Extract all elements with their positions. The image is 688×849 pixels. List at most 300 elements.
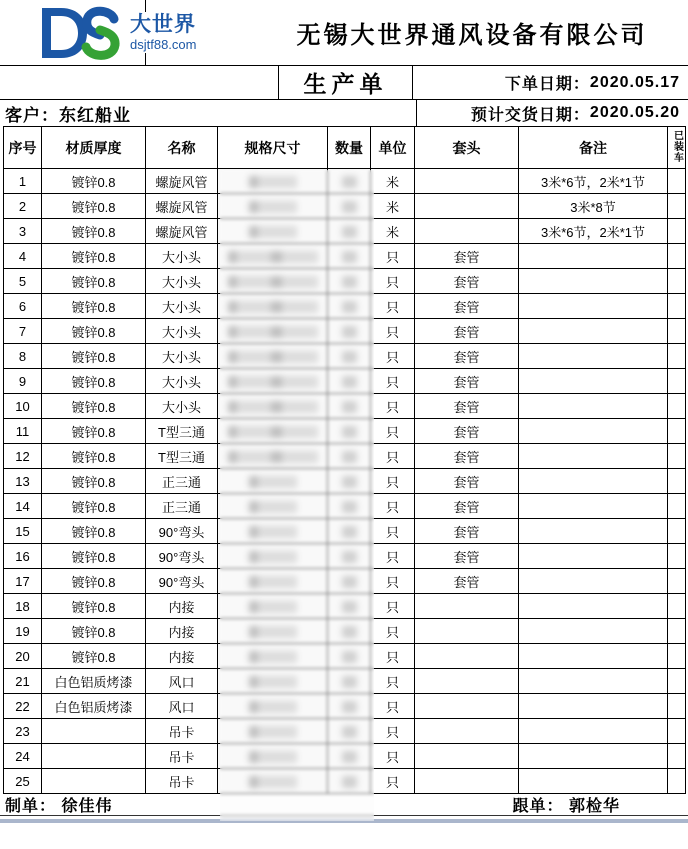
cell-serial-no: 10: [4, 394, 42, 419]
doc-title: 生产单: [278, 66, 412, 99]
cell-loaded: [668, 319, 686, 344]
table-row: [4, 194, 686, 219]
redacted-spec-blob: [249, 501, 297, 513]
redacted-spec-blob: [228, 326, 318, 338]
cell-remark: [519, 569, 668, 594]
cell-serial-no: 7: [4, 319, 42, 344]
cell-serial-no: 6: [4, 294, 42, 319]
maker-cell: [5, 793, 112, 816]
order-date-value: 2020.05.17: [589, 73, 680, 91]
redacted-spec-blob: [249, 551, 297, 563]
cell-sleeve: [415, 619, 519, 644]
cell-loaded: [668, 719, 686, 744]
cell-remark: [519, 719, 668, 744]
cell-serial-no: 18: [4, 594, 42, 619]
cell-material: 镀锌0.8: [42, 319, 146, 344]
cell-qty-redacted: [328, 769, 371, 794]
cell-item-name: 大小头: [146, 319, 218, 344]
cell-qty-redacted: [328, 319, 371, 344]
redacted-qty-blob: [342, 626, 357, 638]
cell-remark: [519, 319, 668, 344]
cell-qty-redacted: [328, 269, 371, 294]
delivery-date-value: 2020.05.20: [589, 104, 680, 121]
cell-unit: 只: [371, 569, 415, 594]
cell-item-name: 90°弯头: [146, 519, 218, 544]
cell-item-name: T型三通: [146, 419, 218, 444]
cell-item-name: 吊卡: [146, 769, 218, 794]
customer-cell: [0, 100, 416, 126]
cell-item-name: 风口: [146, 669, 218, 694]
customer-label: 客户：: [5, 105, 59, 125]
cell-unit: 只: [371, 669, 415, 694]
cell-material: 镀锌0.8: [42, 344, 146, 369]
cell-sleeve: 套管: [415, 344, 519, 369]
redacted-qty-blob: [342, 251, 357, 263]
order-table: [3, 126, 686, 794]
cell-qty-redacted: [328, 169, 371, 194]
redacted-qty-blob: [342, 726, 357, 738]
order-date-cell: [412, 66, 688, 99]
cell-spec-redacted: [218, 419, 328, 444]
cell-unit: 只: [371, 619, 415, 644]
cell-spec-redacted: [218, 194, 328, 219]
cell-item-name: 内接: [146, 644, 218, 669]
cell-item-name: 大小头: [146, 244, 218, 269]
cell-serial-no: 14: [4, 494, 42, 519]
cell-spec-redacted: [218, 394, 328, 419]
cell-remark: 3米*6节，2米*1节: [519, 169, 668, 194]
cell-unit: 只: [371, 469, 415, 494]
cell-unit: 只: [371, 744, 415, 769]
cell-sleeve: [415, 594, 519, 619]
cell-item-name: 风口: [146, 694, 218, 719]
cell-remark: [519, 619, 668, 644]
cell-item-name: 螺旋风管: [146, 219, 218, 244]
col-header-spec: 规格尺寸: [218, 127, 328, 169]
cell-sleeve: 套管: [415, 444, 519, 469]
cell-remark: [519, 494, 668, 519]
cell-material: 镀锌0.8: [42, 569, 146, 594]
cell-spec-redacted: [218, 244, 328, 269]
cell-serial-no: 15: [4, 519, 42, 544]
redacted-spec-blob: [249, 226, 297, 238]
cell-loaded: [668, 219, 686, 244]
table-header-row: [4, 127, 686, 169]
redacted-qty-blob: [342, 176, 357, 188]
cell-loaded: [668, 194, 686, 219]
cell-material: 镀锌0.8: [42, 619, 146, 644]
cell-qty-redacted: [328, 569, 371, 594]
cell-spec-redacted: [218, 644, 328, 669]
redacted-qty-blob: [342, 776, 357, 788]
cell-spec-redacted: [218, 319, 328, 344]
table-row: [4, 494, 686, 519]
redacted-spec-blob: [228, 351, 318, 363]
cell-spec-redacted: [218, 694, 328, 719]
footer-band: [0, 794, 688, 816]
cell-qty-redacted: [328, 344, 371, 369]
cell-item-name: 正三通: [146, 469, 218, 494]
cell-sleeve: 套管: [415, 369, 519, 394]
redacted-qty-blob: [342, 526, 357, 538]
cell-unit: 只: [371, 344, 415, 369]
cell-item-name: 内接: [146, 594, 218, 619]
cell-qty-redacted: [328, 744, 371, 769]
cell-item-name: 大小头: [146, 344, 218, 369]
cell-loaded: [668, 169, 686, 194]
redacted-spec-blob: [249, 726, 297, 738]
table-row: [4, 544, 686, 569]
cell-serial-no: 25: [4, 769, 42, 794]
redacted-qty-blob: [342, 676, 357, 688]
cell-qty-redacted: [328, 369, 371, 394]
table-row: [4, 619, 686, 644]
cell-remark: [519, 594, 668, 619]
col-header-qty: 数量: [328, 127, 371, 169]
cell-item-name: 大小头: [146, 294, 218, 319]
cell-serial-no: 5: [4, 269, 42, 294]
cell-loaded: [668, 294, 686, 319]
cell-spec-redacted: [218, 769, 328, 794]
redacted-qty-blob: [342, 226, 357, 238]
cell-serial-no: 12: [4, 444, 42, 469]
cell-material: 镀锌0.8: [42, 169, 146, 194]
table-row: [4, 294, 686, 319]
table-row: [4, 569, 686, 594]
cell-material: 镀锌0.8: [42, 519, 146, 544]
cell-sleeve: [415, 744, 519, 769]
redacted-spec-blob: [228, 276, 318, 288]
cell-loaded: [668, 469, 686, 494]
cell-remark: [519, 419, 668, 444]
cell-serial-no: 24: [4, 744, 42, 769]
cell-sleeve: [415, 219, 519, 244]
table-row: [4, 594, 686, 619]
redacted-spec-blob: [228, 301, 318, 313]
cell-item-name: 内接: [146, 619, 218, 644]
cell-material: 镀锌0.8: [42, 494, 146, 519]
redacted-qty-blob: [342, 651, 357, 663]
table-row: [4, 169, 686, 194]
table-row: [4, 444, 686, 469]
cell-qty-redacted: [328, 519, 371, 544]
cell-spec-redacted: [218, 619, 328, 644]
redacted-qty-blob: [342, 401, 357, 413]
cell-sleeve: [415, 644, 519, 669]
cell-material: 镀锌0.8: [42, 294, 146, 319]
order-table-body: [4, 169, 686, 794]
cell-sleeve: [415, 719, 519, 744]
cell-unit: 只: [371, 544, 415, 569]
cell-loaded: [668, 269, 686, 294]
table-row: [4, 344, 686, 369]
cell-spec-redacted: [218, 294, 328, 319]
cell-loaded: [668, 344, 686, 369]
table-row: [4, 319, 686, 344]
redacted-qty-blob: [342, 501, 357, 513]
table-row: [4, 694, 686, 719]
cell-material: 镀锌0.8: [42, 594, 146, 619]
cell-serial-no: 8: [4, 344, 42, 369]
cell-material: 镀锌0.8: [42, 369, 146, 394]
cell-remark: [519, 244, 668, 269]
cell-sleeve: 套管: [415, 294, 519, 319]
cell-sleeve: 套管: [415, 544, 519, 569]
header-band: [0, 0, 688, 66]
cell-item-name: 吊卡: [146, 719, 218, 744]
col-header-remark: 备注: [519, 127, 668, 169]
cell-spec-redacted: [218, 744, 328, 769]
cell-unit: 只: [371, 769, 415, 794]
cell-loaded: [668, 594, 686, 619]
cell-qty-redacted: [328, 194, 371, 219]
cell-material: 镀锌0.8: [42, 444, 146, 469]
cell-spec-redacted: [218, 269, 328, 294]
redacted-spec-blob: [249, 576, 297, 588]
redacted-spec-blob: [228, 376, 318, 388]
cell-qty-redacted: [328, 444, 371, 469]
cell-serial-no: 4: [4, 244, 42, 269]
table-row: [4, 744, 686, 769]
cell-unit: 只: [371, 719, 415, 744]
cell-loaded: [668, 394, 686, 419]
cell-loaded: [668, 744, 686, 769]
cell-serial-no: 20: [4, 644, 42, 669]
table-row: [4, 719, 686, 744]
cell-serial-no: 9: [4, 369, 42, 394]
cell-unit: 只: [371, 494, 415, 519]
cell-sleeve: 套管: [415, 569, 519, 594]
cell-spec-redacted: [218, 594, 328, 619]
cell-remark: [519, 544, 668, 569]
cell-sleeve: 套管: [415, 469, 519, 494]
cell-spec-redacted: [218, 719, 328, 744]
cell-unit: 只: [371, 694, 415, 719]
cell-item-name: T型三通: [146, 444, 218, 469]
table-row: [4, 269, 686, 294]
cell-loaded: [668, 644, 686, 669]
title-band-spacer: [0, 66, 278, 99]
redacted-qty-blob: [342, 351, 357, 363]
redacted-spec-blob: [249, 701, 297, 713]
cell-serial-no: 3: [4, 219, 42, 244]
follower-cell: [513, 793, 688, 816]
cell-spec-redacted: [218, 344, 328, 369]
cell-serial-no: 22: [4, 694, 42, 719]
delivery-date-label: 预计交货日期：: [470, 106, 590, 124]
cell-sleeve: 套管: [415, 419, 519, 444]
maker-name: 徐佳伟: [61, 797, 113, 815]
cell-unit: 米: [371, 194, 415, 219]
cell-qty-redacted: [328, 719, 371, 744]
cell-sleeve: [415, 694, 519, 719]
cell-sleeve: 套管: [415, 269, 519, 294]
cell-qty-redacted: [328, 419, 371, 444]
cell-unit: 米: [371, 169, 415, 194]
logo-text-block: [127, 12, 199, 53]
cell-material: [42, 719, 146, 744]
cell-loaded: [668, 494, 686, 519]
col-header-unit: 单位: [371, 127, 415, 169]
table-row: [4, 669, 686, 694]
cell-sleeve: 套管: [415, 319, 519, 344]
cell-item-name: 大小头: [146, 369, 218, 394]
redacted-spec-blob: [228, 451, 318, 463]
table-row: [4, 769, 686, 794]
cell-sleeve: 套管: [415, 494, 519, 519]
cell-qty-redacted: [328, 294, 371, 319]
cell-unit: 只: [371, 419, 415, 444]
cell-item-name: 正三通: [146, 494, 218, 519]
cell-item-name: 大小头: [146, 269, 218, 294]
cell-qty-redacted: [328, 219, 371, 244]
cell-loaded: [668, 569, 686, 594]
customer-name: 东红船业: [59, 105, 131, 125]
redacted-qty-blob: [342, 301, 357, 313]
cell-material: 镀锌0.8: [42, 244, 146, 269]
cell-remark: [519, 669, 668, 694]
cell-remark: [519, 769, 668, 794]
cell-item-name: 吊卡: [146, 744, 218, 769]
table-row: [4, 394, 686, 419]
cell-remark: [519, 444, 668, 469]
cell-material: 镀锌0.8: [42, 469, 146, 494]
redacted-qty-blob: [342, 601, 357, 613]
cell-remark: [519, 519, 668, 544]
col-header-loaded: [668, 127, 686, 169]
table-row: [4, 644, 686, 669]
col-header-no: 序号: [4, 127, 42, 169]
col-header-material: 材质厚度: [42, 127, 146, 169]
cell-material: 镀锌0.8: [42, 644, 146, 669]
cell-qty-redacted: [328, 544, 371, 569]
cell-item-name: 90°弯头: [146, 569, 218, 594]
cell-material: 镀锌0.8: [42, 544, 146, 569]
cell-serial-no: 13: [4, 469, 42, 494]
cell-sleeve: 套管: [415, 394, 519, 419]
cell-serial-no: 21: [4, 669, 42, 694]
cell-loaded: [668, 694, 686, 719]
cell-sleeve: [415, 769, 519, 794]
cell-sleeve: 套管: [415, 244, 519, 269]
cell-unit: 只: [371, 444, 415, 469]
cell-material: 镀锌0.8: [42, 419, 146, 444]
cell-unit: 只: [371, 244, 415, 269]
cell-remark: [519, 744, 668, 769]
redacted-qty-blob: [342, 376, 357, 388]
cell-serial-no: 17: [4, 569, 42, 594]
company-name: 无锡大世界通风设备有限公司: [296, 22, 648, 49]
cell-serial-no: 16: [4, 544, 42, 569]
cell-loaded: [668, 369, 686, 394]
redacted-qty-blob: [342, 201, 357, 213]
cell-sleeve: [415, 669, 519, 694]
cell-qty-redacted: [328, 669, 371, 694]
redacted-qty-blob: [342, 751, 357, 763]
redacted-spec-blob: [249, 201, 297, 213]
cell-material: 镀锌0.8: [42, 394, 146, 419]
redacted-spec-blob: [249, 626, 297, 638]
cell-material: 镀锌0.8: [42, 194, 146, 219]
cell-serial-no: 19: [4, 619, 42, 644]
redacted-spec-blob: [228, 426, 318, 438]
title-band: [0, 66, 688, 100]
customer-band: [0, 100, 688, 126]
cell-qty-redacted: [328, 244, 371, 269]
cell-qty-redacted: [328, 494, 371, 519]
cell-material: 白色铝质烤漆: [42, 694, 146, 719]
cell-spec-redacted: [218, 444, 328, 469]
company-logo: [0, 0, 266, 65]
cell-unit: 米: [371, 219, 415, 244]
table-row: [4, 369, 686, 394]
cell-remark: [519, 369, 668, 394]
redacted-spec-blob: [249, 476, 297, 488]
redacted-spec-blob: [249, 776, 297, 788]
cell-unit: 只: [371, 269, 415, 294]
order-date-label: 下单日期：: [504, 76, 590, 93]
col-header-name: 名称: [146, 127, 218, 169]
cell-material: [42, 744, 146, 769]
table-row: [4, 244, 686, 269]
cell-loaded: [668, 519, 686, 544]
cell-spec-redacted: [218, 544, 328, 569]
cell-item-name: 螺旋风管: [146, 169, 218, 194]
cell-serial-no: 11: [4, 419, 42, 444]
cell-spec-redacted: [218, 469, 328, 494]
redacted-spec-blob: [249, 526, 297, 538]
cell-spec-redacted: [218, 369, 328, 394]
cell-material: [42, 769, 146, 794]
delivery-date-cell: [416, 100, 688, 126]
redacted-spec-blob: [228, 251, 318, 263]
redacted-qty-blob: [342, 426, 357, 438]
cell-qty-redacted: [328, 644, 371, 669]
cell-loaded: [668, 244, 686, 269]
ds-logo-icon: [36, 4, 122, 62]
cell-unit: 只: [371, 644, 415, 669]
cell-qty-redacted: [328, 694, 371, 719]
cell-serial-no: 1: [4, 169, 42, 194]
redacted-qty-blob: [342, 326, 357, 338]
cell-loaded: [668, 444, 686, 469]
follower-label: 跟单：: [512, 797, 564, 815]
cell-remark: [519, 269, 668, 294]
cell-remark: [519, 344, 668, 369]
cell-loaded: [668, 669, 686, 694]
cell-spec-redacted: [218, 494, 328, 519]
cell-remark: 3米*8节: [519, 194, 668, 219]
cell-item-name: 大小头: [146, 394, 218, 419]
cell-item-name: 螺旋风管: [146, 194, 218, 219]
cell-spec-redacted: [218, 569, 328, 594]
cell-material: 镀锌0.8: [42, 269, 146, 294]
cell-remark: [519, 694, 668, 719]
cell-loaded: [668, 544, 686, 569]
redacted-spec-blob: [249, 751, 297, 763]
redacted-qty-blob: [342, 551, 357, 563]
redacted-spec-blob: [249, 676, 297, 688]
table-row: [4, 219, 686, 244]
cell-spec-redacted: [218, 669, 328, 694]
cell-serial-no: 23: [4, 719, 42, 744]
cell-item-name: 90°弯头: [146, 544, 218, 569]
cell-unit: 只: [371, 294, 415, 319]
cell-sleeve: [415, 169, 519, 194]
maker-label: 制单：: [5, 797, 57, 815]
redacted-spec-blob: [228, 401, 318, 413]
cell-unit: 只: [371, 319, 415, 344]
